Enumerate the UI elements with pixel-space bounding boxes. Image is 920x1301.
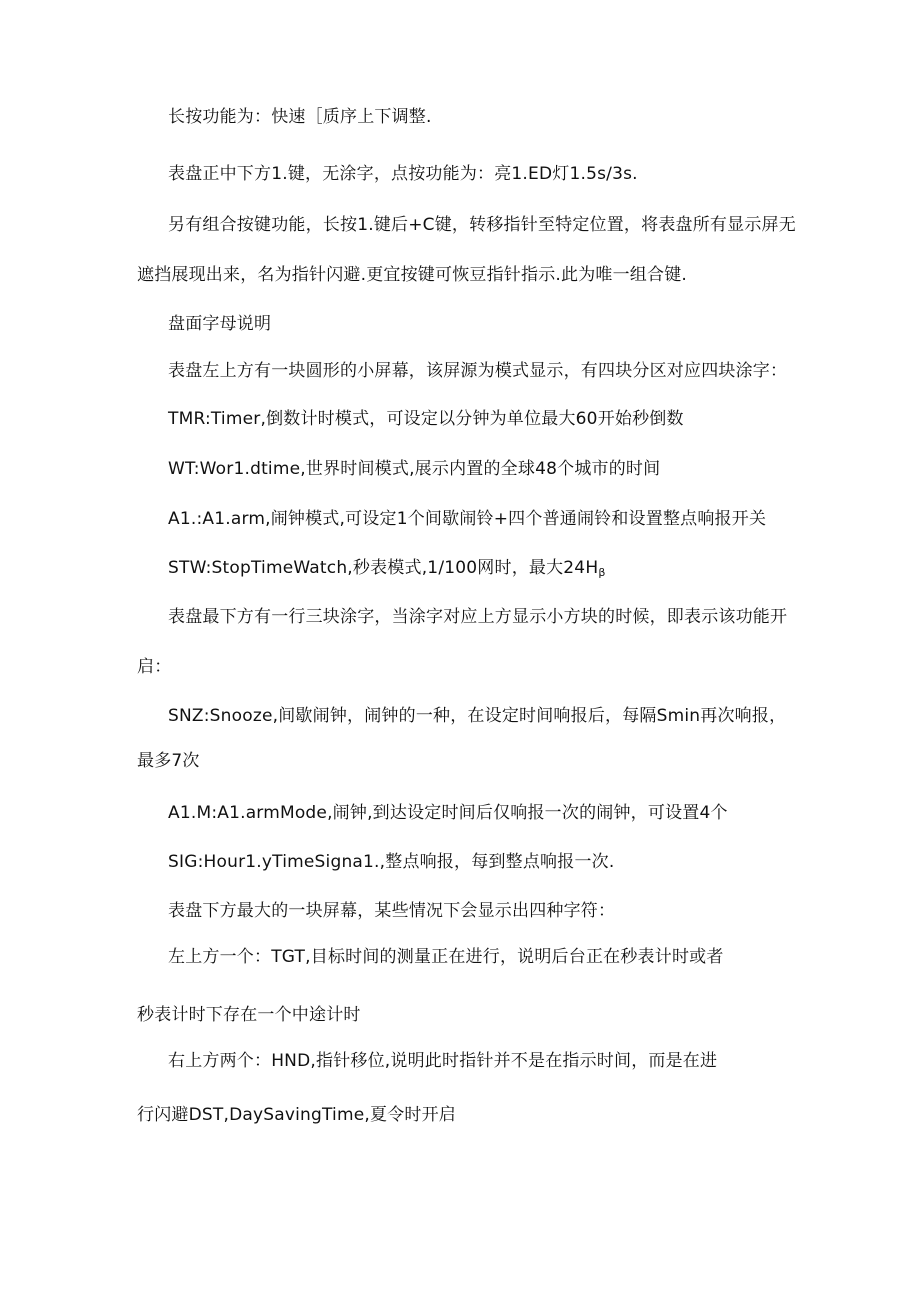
paragraph-line: 表盘左上方有一块圆形的小屏幕，该屏源为模式显示，有四块分区对应四块涂字： xyxy=(168,361,788,381)
paragraph-line: 秒表计时下存在一个中途计时 xyxy=(137,1005,361,1025)
paragraph-line: 遮挡展现出来，名为指针闪避.更宜按键可恢豆指针指示.此为唯一组合键. xyxy=(137,265,688,285)
paragraph-line: 启： xyxy=(137,657,172,677)
stw-line-suffix: β xyxy=(598,566,606,579)
paragraph-line: SNZ:Snooze,间歇闹钟，闹钟的一种，在设定时间响报后，每隔Smin再次响报， xyxy=(168,706,787,726)
paragraph-line: 右上方两个：HND,指针移位,说明此时指针并不是在指示时间，而是在进 xyxy=(168,1051,718,1071)
paragraph-line: 行闪避DST,DaySavingTime,夏令时开启 xyxy=(137,1105,457,1125)
paragraph-line: WT:Wor1.dtime,世界时间模式,展示内置的全球48个城市的时间 xyxy=(168,459,661,479)
section-heading: 盘面字母说明 xyxy=(168,314,272,334)
paragraph-line: TMR:Timer,倒数计时模式，可设定以分钟为单位最大60开始秒倒数 xyxy=(168,409,684,429)
paragraph-line: 左上方一个：TGT,目标时间的测量正在进行，说明后台正在秒表计时或者 xyxy=(168,947,724,967)
stw-line-text: STW:StopTimeWatch,秒表模式,1/100网时，最大24H xyxy=(168,558,599,578)
paragraph-line: 表盘下方最大的一块屏幕，某些情况下会显示出四种字符： xyxy=(168,901,616,921)
paragraph-line: SIG:Hour1.yTimeSigna1.,整点响报，每到整点响报一次. xyxy=(168,852,615,872)
paragraph-line: 长按功能为：快速［质序上下调整. xyxy=(168,107,432,127)
paragraph-line: 表盘最下方有一行三块涂字，当涂字对应上方显示小方块的时候，即表示该功能开 xyxy=(168,607,788,627)
paragraph-line: 另有组合按键功能，长按1.键后+C键，转移指针至特定位置，将表盘所有显示屏无 xyxy=(168,215,796,235)
paragraph-line: A1.:A1.arm,闹钟模式,可设定1个间歇闹铃+四个普通闹铃和设置整点响报开关 xyxy=(168,509,767,529)
paragraph-line: 表盘正中下方1.键，无涂字，点按功能为：亮1.ED灯1.5s∕3s. xyxy=(168,164,638,184)
paragraph-line xyxy=(168,557,606,584)
paragraph-line: A1.M:A1.armMode,闹钟,到达设定时间后仅响报一次的闹钟，可设置4个 xyxy=(168,803,728,823)
paragraph-line: 最多7次 xyxy=(137,751,200,771)
